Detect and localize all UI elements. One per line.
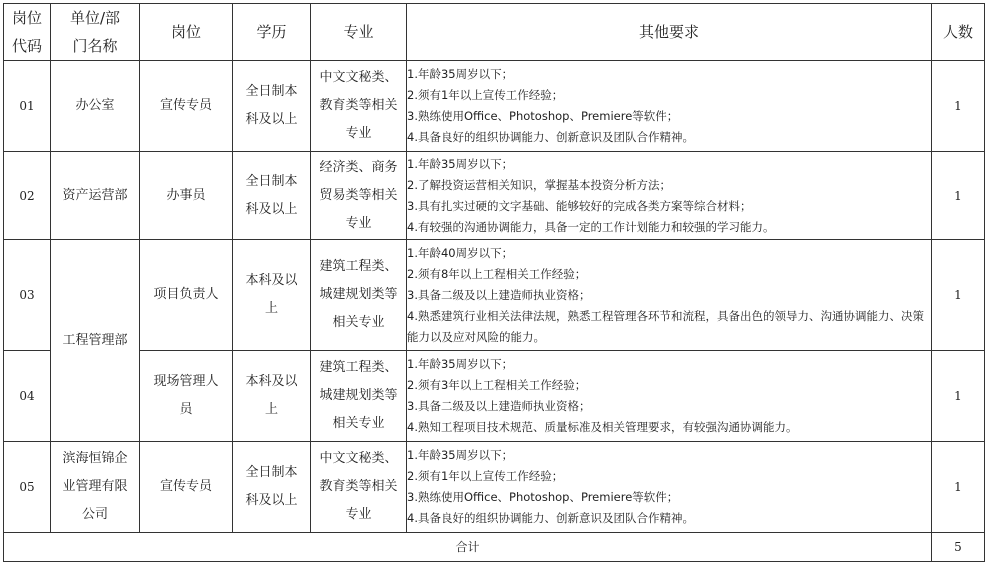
requirement-line: 2.了解投资运营相关知识，掌握基本投资分析方法； (407, 177, 671, 192)
cell-position: 办事员 (140, 152, 233, 240)
cell-code: 05 (4, 442, 51, 533)
requirement-line: 4.具备良好的组织协调能力、创新意识及团队合作精神。 (407, 130, 694, 144)
header-requirements: 其他要求 (407, 4, 932, 61)
requirement-line: 1.年龄35周岁以下； (407, 357, 514, 371)
cell-major: 中文文秘类、 教育类等相关 专业 (311, 442, 407, 533)
cell-code: 04 (4, 351, 51, 442)
cell-count: 1 (932, 61, 985, 152)
cell-unit: 办公室 (51, 61, 140, 152)
cell-unit: 资产运营部 (51, 152, 140, 240)
requirement-line: 2.须有1年以上宣传工作经验； (407, 88, 564, 102)
requirement-line: 2.须有1年以上宣传工作经验； (407, 469, 564, 483)
cell-count: 1 (932, 152, 985, 240)
requirement-line: 4.熟悉建筑行业相关法律法规，熟悉工程管理各环节和流程，具备出色的领导力、沟通协调能力、决策能力以及应对风险的能力。 (407, 308, 924, 344)
requirement-line: 1.年龄35周岁以下； (407, 448, 514, 462)
cell-requirements (407, 351, 932, 442)
requirement-line: 2.须有8年以上工程相关工作经验； (407, 266, 587, 281)
cell-major: 建筑工程类、 城建规划类等 相关专业 (311, 351, 407, 442)
cell-major: 经济类、商务 贸易类等相关 专业 (311, 152, 407, 240)
requirement-line: 4.熟知工程项目技术规范、质量标准及相关管理要求，有较强沟通协调能力。 (407, 420, 798, 434)
cell-major: 建筑工程类、 城建规划类等 相关专业 (311, 240, 407, 351)
cell-count: 1 (932, 442, 985, 533)
cell-education: 全日制本 科及以上 (233, 152, 311, 240)
requirement-line: 3.具备二级及以上建造师执业资格； (407, 399, 591, 413)
requirement-line: 1.年龄35周岁以下； (407, 67, 514, 81)
table-row (4, 61, 985, 152)
cell-education: 全日制本 科及以上 (233, 61, 311, 152)
cell-code: 03 (4, 240, 51, 351)
header-row (4, 4, 985, 61)
cell-unit: 滨海恒锦企 业管理有限 公司 (51, 442, 140, 533)
requirement-line: 4.具备良好的组织协调能力、创新意识及团队合作精神。 (407, 511, 694, 525)
cell-code: 02 (4, 152, 51, 240)
requirement-line: 3.具备二级及以上建造师执业资格； (407, 287, 591, 302)
table-row (4, 442, 985, 533)
cell-position: 宣传专员 (140, 442, 233, 533)
header-unit: 单位/部 门名称 (51, 4, 140, 61)
total-count: 5 (932, 533, 985, 562)
header-count: 人数 (932, 4, 985, 61)
header-code: 岗位 代码 (4, 4, 51, 61)
header-major: 专业 (311, 4, 407, 61)
cell-requirements (407, 152, 932, 240)
requirement-line: 1.年龄35周岁以下； (407, 156, 514, 171)
cell-education: 本科及以 上 (233, 351, 311, 442)
cell-count: 1 (932, 351, 985, 442)
cell-requirements (407, 240, 932, 351)
cell-requirements (407, 61, 932, 152)
requirement-line: 3.熟练使用Office、Photoshop、Premiere等软件； (407, 109, 679, 123)
cell-unit: 工程管理部 (51, 240, 140, 442)
cell-requirements (407, 442, 932, 533)
cell-major: 中文文秘类、 教育类等相关 专业 (311, 61, 407, 152)
job-table (3, 3, 985, 562)
table-row (4, 240, 985, 351)
total-label: 合计 (4, 533, 932, 562)
cell-education: 全日制本 科及以上 (233, 442, 311, 533)
requirement-line: 2.须有3年以上工程相关工作经验； (407, 378, 587, 392)
requirement-line: 3.具有扎实过硬的文字基础、能够较好的完成各类方案等综合材料； (407, 198, 752, 213)
header-position: 岗位 (140, 4, 233, 61)
requirement-line: 4.有较强的沟通协调能力，具备一定的工作计划能力和较强的学习能力。 (407, 219, 775, 234)
cell-position: 项目负责人 (140, 240, 233, 351)
total-row (4, 533, 985, 562)
header-education: 学历 (233, 4, 311, 61)
cell-position: 宣传专员 (140, 61, 233, 152)
cell-position: 现场管理人 员 (140, 351, 233, 442)
cell-code: 01 (4, 61, 51, 152)
table-row (4, 152, 985, 240)
requirement-line: 1.年龄40周岁以下； (407, 245, 514, 260)
cell-education: 本科及以 上 (233, 240, 311, 351)
table-row (4, 351, 985, 442)
cell-count: 1 (932, 240, 985, 351)
requirement-line: 3.熟练使用Office、Photoshop、Premiere等软件； (407, 490, 679, 504)
